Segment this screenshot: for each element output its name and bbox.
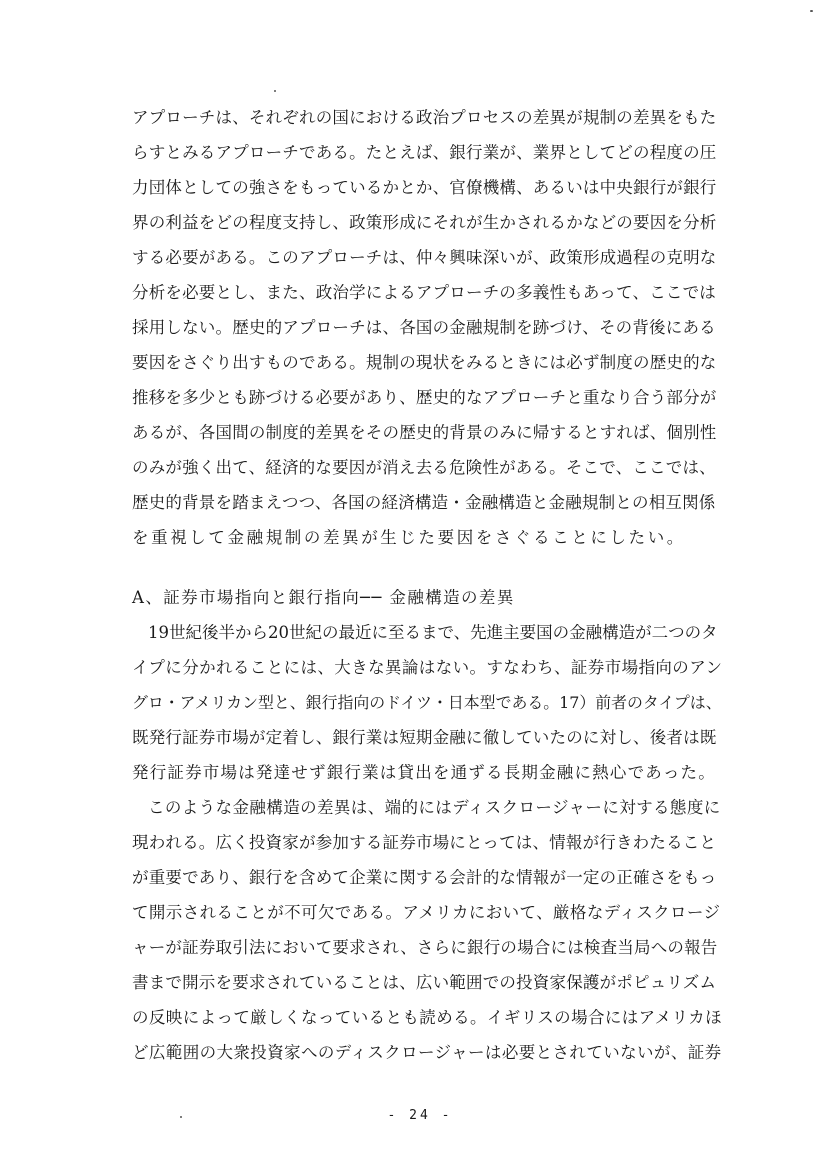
text-line: らすとみるアプローチである。たとえば、銀行業が、業界としてどの程度の圧 <box>132 143 717 162</box>
text-line: 推移を多少とも跡づける必要があり、歴史的なアプローチと重なり合う部分が <box>132 388 717 407</box>
page-number: - 24 - <box>387 1108 453 1123</box>
text-line: する必要がある。このアプローチは、仲々興味深いが、政策形成過程の克明な <box>132 248 717 267</box>
text-line: 発行証券市場は発達せず銀行業は貸出を通ずる長期金融に熱心であった。 <box>132 763 716 782</box>
text-line: 力団体としての強さをもっているかとか、官僚機構、あるいは中央銀行が銀行 <box>132 178 717 197</box>
text-line: 既発行証券市場が定着し、銀行業は短期金融に徹していたのに対し、後者は既 <box>132 728 717 747</box>
text-line: を重視して金融規制の差異が生じた要因をさぐることにしたい。 <box>132 528 686 547</box>
text-line: 現われる。広く投資家が参加する証券市場にとっては、情報が行きわたること <box>132 833 717 852</box>
text-line: ど広範囲の大衆投資家へのディスクロージャーは必要とされていないが、証券 <box>132 1043 722 1062</box>
text-line: イプに分かれることには、大きな異論はない。すなわち、証券市場指向のアン <box>132 658 723 677</box>
text-line: ャーが証券取引法において要求され、さらに銀行の場合には検査当局への報告 <box>132 938 718 957</box>
text-line: て開示されることが不可欠である。アメリカにおいて、厳格なディスクロージ <box>132 903 721 922</box>
text-line: のみが強く出て、経済的な要因が消え去る危険性がある。そこで、ここでは、 <box>132 458 716 477</box>
section-heading: A、証券市場指向と銀行指向── 金融構造の差異 <box>132 588 515 607</box>
text-line: アプローチは、それぞれの国における政治プロセスの差異が規制の差異をもた <box>132 108 717 127</box>
text-line: 19世紀後半から20世紀の最近に至るまで、先進主要国の金融構造が二つのタ <box>148 623 718 642</box>
scan-speck <box>810 10 813 12</box>
scan-speck <box>274 90 276 92</box>
text-line: あるが、各国間の制度的差異をその歴史的背景のみに帰するとすれば、個別性 <box>132 423 717 442</box>
text-line: 採用しない。歴史的アプローチは、各国の金融規制を跡づけ、その背後にある <box>132 318 716 337</box>
text-line: 要因をさぐり出すものである。規制の現状をみるときには必ず制度の歴史的な <box>132 353 717 372</box>
text-line: が重要であり、銀行を含めて企業に関する会計的な情報が一定の正確さをもっ <box>132 868 717 887</box>
text-line: 書まで開示を要求されていることは、広い範囲での投資家保護がポピュリズム <box>132 973 717 992</box>
text-line: の反映によって厳しくなっているとも読める。イギリスの場合にはアメリカほ <box>132 1008 723 1027</box>
text-line: 分析を必要とし、また、政治学によるアプローチの多義性もあって、ここでは <box>132 283 717 302</box>
text-line: グロ・アメリカン型と、銀行指向のドイツ・日本型である。17）前者のタイプは、 <box>132 693 722 712</box>
text-line: 界の利益をどの程度支持し、政策形成にそれが生かされるかなどの要因を分析 <box>132 213 717 232</box>
scan-speck <box>180 1116 182 1118</box>
text-line: このような金融構造の差異は、端的にはディスクロージャーに対する態度に <box>148 798 721 817</box>
text-line: 歴史的背景を踏まえつつ、各国の経済構造・金融構造と金融規制との相互関係 <box>132 493 716 512</box>
